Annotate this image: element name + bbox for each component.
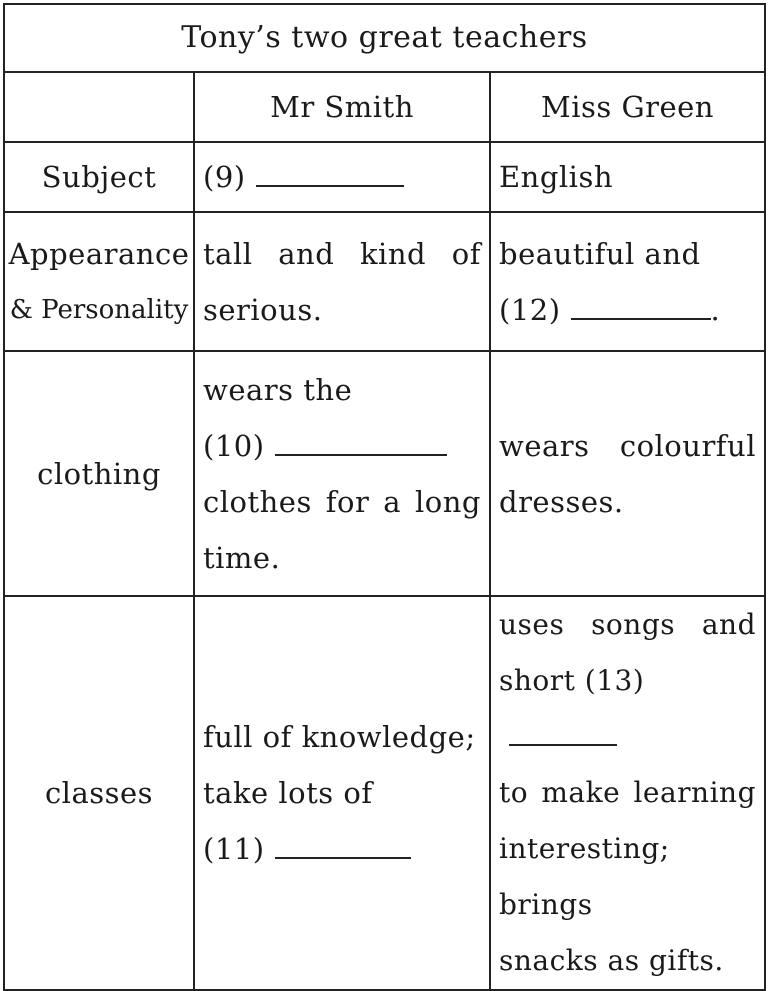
title-row [4, 4, 765, 72]
teachers-table [3, 3, 766, 991]
blank-11-line[interactable] [275, 831, 411, 859]
clothing-smith-line4: time. [203, 540, 281, 575]
appearance-row [4, 212, 765, 351]
classes-smith-line1: full of knowledge; [203, 720, 476, 754]
appearance-label-line2: & Personality [9, 294, 189, 325]
clothing-smith-line1: wears the [203, 372, 353, 407]
clothing-smith-cell [194, 351, 490, 596]
classes-row [4, 596, 765, 990]
subject-smith-cell [194, 142, 490, 212]
header-empty-cell [4, 72, 194, 142]
clothing-label: clothing [4, 351, 194, 596]
blank-10-number: (10) [203, 428, 265, 463]
clothing-row [4, 351, 765, 596]
blank-11-number: (11) [203, 832, 265, 866]
appearance-smith-line1: tall and kind of [203, 236, 481, 271]
classes-green-line4: interesting; brings [499, 832, 670, 921]
blank-9-line[interactable] [256, 159, 404, 187]
header-row [4, 72, 765, 142]
blank-12-line[interactable] [571, 292, 711, 320]
subject-row [4, 142, 765, 212]
clothing-green-line2: dresses. [499, 484, 624, 519]
appearance-green-line2 [499, 282, 756, 338]
header-mr-smith: Mr Smith [194, 72, 490, 142]
appearance-label-line1: Appearance [8, 236, 190, 271]
appearance-green-line1: beautiful and [499, 236, 701, 271]
blank-13-line[interactable] [509, 718, 617, 746]
classes-smith-cell [194, 596, 490, 990]
appearance-smith-cell [194, 212, 490, 351]
classes-label: classes [4, 596, 194, 990]
clothing-smith-line3: clothes for a long [203, 484, 481, 519]
classes-green-cell [490, 596, 765, 990]
appearance-smith-line2: serious. [203, 292, 323, 327]
classes-green-line2 [499, 653, 756, 765]
period: . [710, 292, 721, 327]
blank-10-line[interactable] [275, 428, 447, 456]
subject-green-cell: English [490, 142, 765, 212]
classes-green-line1: uses songs and [499, 608, 756, 641]
blank-12-number: (12) [499, 292, 561, 327]
classes-smith-line3 [203, 821, 481, 877]
clothing-green-cell [490, 351, 765, 596]
blank-9-number: (9) [203, 160, 246, 194]
classes-green-line5: snacks as gifts. [499, 944, 724, 977]
clothing-smith-line2 [203, 418, 481, 474]
blank-13-number: short (13) [499, 664, 645, 697]
classes-smith-line2: take lots of [203, 776, 373, 810]
classes-green-line3: to make learning [499, 776, 756, 809]
subject-label: Subject [4, 142, 194, 212]
table-title: Tony’s two great teachers [4, 4, 765, 72]
appearance-green-cell [490, 212, 765, 351]
header-miss-green: Miss Green [490, 72, 765, 142]
appearance-label [4, 212, 194, 351]
clothing-green-line1: wears colourful [499, 428, 756, 463]
